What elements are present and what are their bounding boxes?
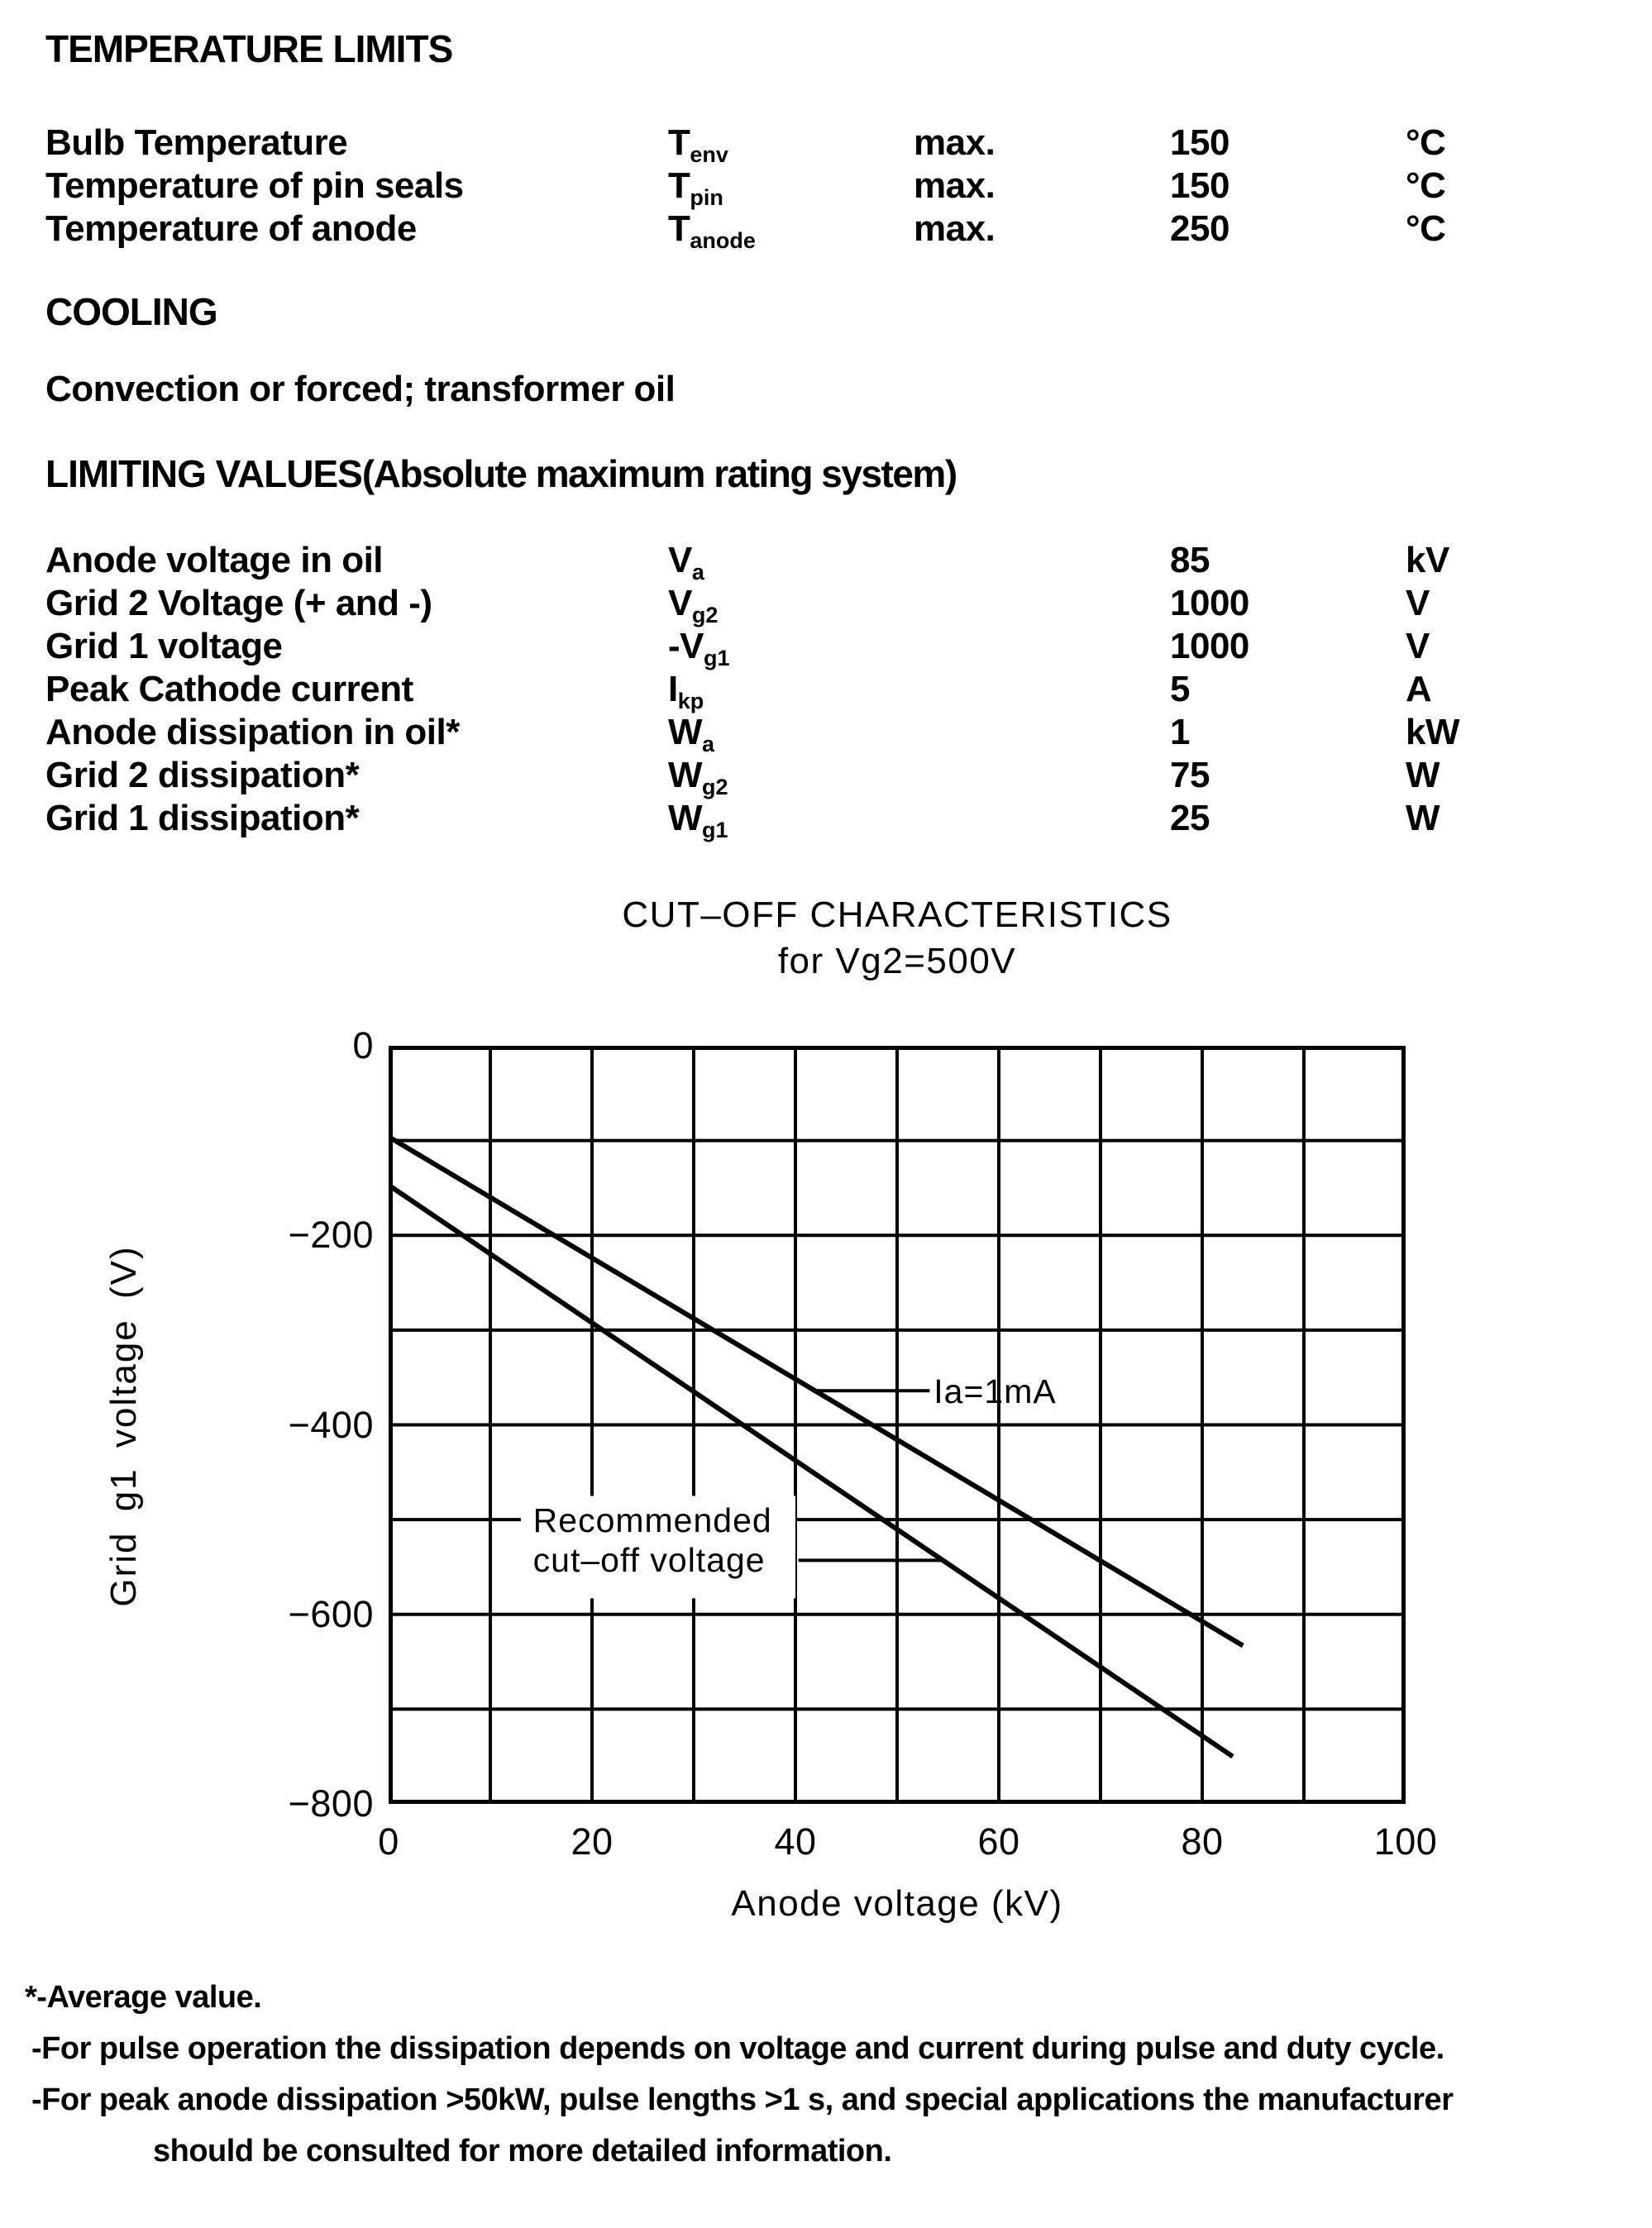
limiting-values-heading — [45, 451, 957, 496]
table-row — [0, 755, 1652, 798]
cooling-text: Convection or forced; transformer oil — [45, 369, 676, 409]
x-tick-label: 0 — [378, 1820, 399, 1863]
x-tick-label: 40 — [774, 1820, 817, 1863]
table-row — [0, 798, 1652, 841]
row-unit: A — [1406, 669, 1432, 709]
row-unit: W — [1406, 755, 1440, 795]
footnote-line: should be consulted for more detailed information. — [153, 2134, 892, 2168]
x-tick-label: 60 — [977, 1820, 1020, 1863]
row-unit: °C — [1406, 208, 1446, 249]
x-tick-label: 80 — [1181, 1820, 1224, 1863]
row-symbol: V g2 — [668, 583, 692, 624]
y-tick-label: −400 — [288, 1403, 374, 1446]
row-symbol: W g1 — [668, 798, 702, 839]
row-symbol-subscript: g2 — [691, 603, 719, 627]
row-symbol-subscript: env — [690, 142, 728, 167]
row-symbol-subscript: a — [702, 732, 715, 756]
footnotes — [0, 1972, 1652, 2177]
row-label: Temperature of anode — [45, 208, 417, 249]
y-axis-title: Grid g1 voltage (V) — [103, 1245, 144, 1607]
row-qualifier: max. — [914, 208, 995, 249]
row-label: Anode voltage in oil — [45, 540, 384, 580]
x-tick-label: 20 — [571, 1820, 614, 1863]
row-qualifier: max. — [914, 165, 995, 206]
y-tick-label: −200 — [288, 1214, 374, 1257]
table-row — [0, 583, 1652, 626]
footnote-line: -For pulse operation the dissipation depends on voltage and current during pulse and duty cycle. — [31, 2031, 1444, 2066]
row-symbol: T pin — [668, 165, 690, 207]
row-unit: V — [1406, 626, 1430, 666]
row-value: 75 — [1170, 755, 1210, 795]
limiting-values-table — [0, 540, 1652, 854]
row-value: 1000 — [1170, 583, 1249, 623]
table-row — [0, 165, 1652, 208]
annotation-ia-label: Ia=1mA — [933, 1372, 1057, 1411]
row-label: Grid 2 Voltage (+ and -) — [45, 583, 432, 623]
row-symbol-subscript: kp — [677, 689, 704, 713]
row-unit: kV — [1406, 540, 1449, 580]
row-symbol-subscript: anode — [690, 228, 756, 253]
table-row — [0, 669, 1652, 712]
chart-subtitle: for Vg2=500V — [777, 941, 1017, 981]
row-value: 25 — [1170, 798, 1210, 838]
annotation-recommended-line2: cut–off voltage — [532, 1541, 766, 1580]
cutoff-characteristics-plot — [389, 1046, 1406, 1804]
row-symbol: T env — [668, 122, 690, 164]
row-label: Grid 1 dissipation* — [45, 798, 360, 838]
row-symbol: -V g1 — [668, 626, 704, 667]
row-symbol: V a — [668, 540, 692, 581]
series-recommended-cut-off-voltage — [389, 1185, 1233, 1756]
row-value: 1 — [1170, 712, 1190, 752]
row-label: Grid 2 dissipation* — [45, 755, 360, 795]
row-symbol: T anode — [668, 208, 690, 250]
table-row — [0, 712, 1652, 755]
limiting-values-heading-paren: (Absolute maximum rating system) — [361, 452, 957, 495]
annotation-recommended-line1: Recommended — [532, 1501, 772, 1540]
table-row — [0, 208, 1652, 251]
row-value: 1000 — [1170, 626, 1249, 666]
plot-canvas — [389, 1046, 1406, 1804]
row-label: Temperature of pin seals — [45, 165, 464, 206]
row-unit: W — [1406, 798, 1440, 838]
table-row — [0, 540, 1652, 583]
row-value: 5 — [1170, 669, 1190, 709]
x-tick-label: 100 — [1373, 1820, 1438, 1863]
row-value: 85 — [1170, 540, 1210, 580]
row-label: Anode dissipation in oil* — [45, 712, 460, 752]
row-value: 150 — [1170, 122, 1229, 163]
cooling-heading: COOLING — [45, 290, 217, 333]
y-tick-label: 0 — [352, 1024, 374, 1066]
temperature-limits-table — [0, 122, 1652, 255]
limiting-values-heading-main: LIMITING VALUES — [45, 452, 362, 495]
footnote-line: -For peak anode dissipation >50kW, pulse lengths >1 s, and special applications the manufacturer — [31, 2082, 1454, 2117]
row-value: 150 — [1170, 165, 1229, 206]
row-value: 250 — [1170, 208, 1229, 249]
row-symbol: W a — [668, 712, 702, 753]
row-label: Peak Cathode current — [45, 669, 413, 709]
row-symbol-subscript: pin — [690, 185, 723, 210]
row-qualifier: max. — [914, 122, 995, 163]
table-row — [0, 626, 1652, 669]
table-row — [0, 122, 1652, 165]
row-unit: °C — [1406, 122, 1446, 163]
row-label: Grid 1 voltage — [45, 626, 283, 666]
row-symbol-subscript: g2 — [702, 775, 728, 799]
row-unit: V — [1406, 583, 1430, 623]
temperature-limits-heading: TEMPERATURE LIMITS — [45, 27, 453, 70]
row-symbol-subscript: g1 — [702, 818, 728, 842]
footnote-line: *-Average value. — [25, 1980, 262, 2015]
row-unit: °C — [1406, 165, 1446, 206]
y-tick-label: −800 — [288, 1782, 374, 1825]
row-unit: kW — [1406, 712, 1459, 752]
x-axis-title: Anode voltage (kV) — [731, 1883, 1063, 1924]
row-symbol: W g2 — [668, 755, 702, 796]
row-label: Bulb Temperature — [45, 122, 348, 163]
row-symbol-subscript: a — [691, 560, 704, 584]
y-tick-label: −600 — [288, 1592, 374, 1635]
row-symbol-subscript: g1 — [704, 646, 730, 670]
row-symbol: I kp — [668, 669, 678, 710]
chart-title: CUT–OFF CHARACTERISTICS — [622, 895, 1172, 935]
